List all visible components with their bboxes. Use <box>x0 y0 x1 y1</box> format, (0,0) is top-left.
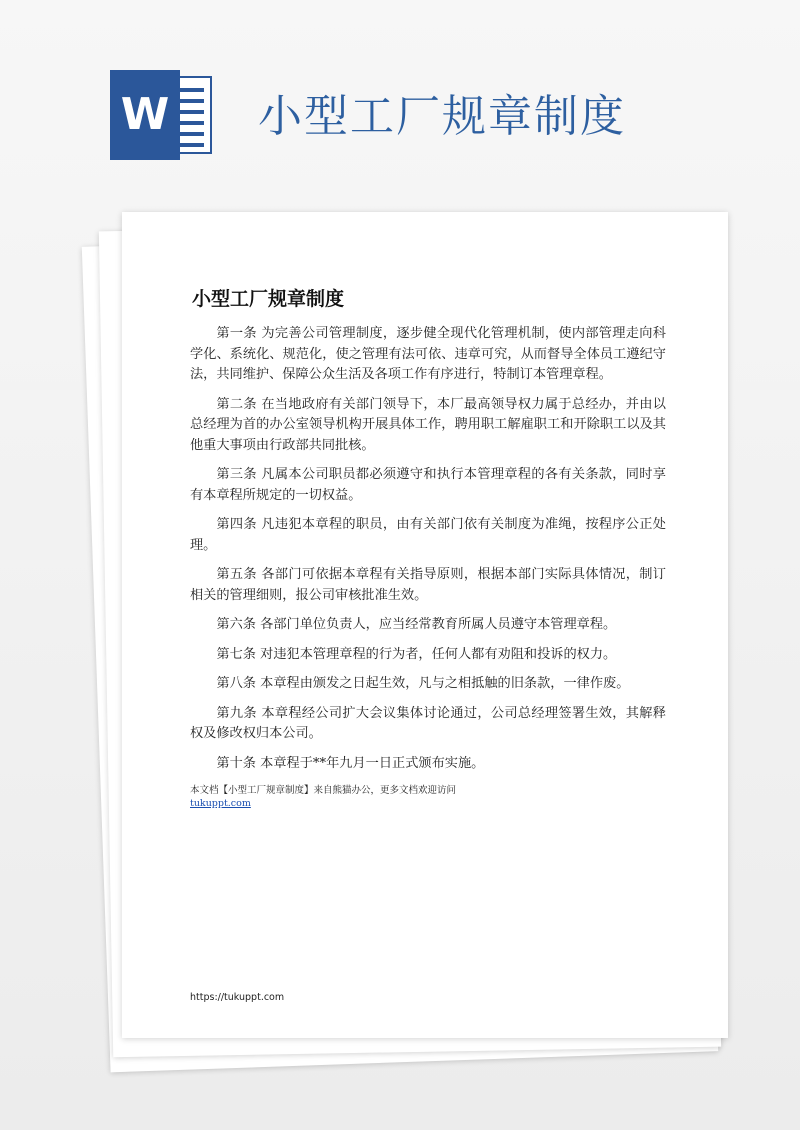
article-3: 第三条 凡属本公司职员都必须遵守和执行本管理章程的各有关条款，同时享有本章程所规定的一切权益。 <box>190 467 666 503</box>
article-5: 第五条 各部门可依据本章程有关指导原则，根据本部门实际具体情况，制订相关的管理细则，报公司审核批准生效。 <box>190 567 666 603</box>
article-8: 第八条 本章程由颁发之日起生效，凡与之相抵触的旧条款，一律作废。 <box>216 676 630 691</box>
document-title: 小型工厂规章制度 <box>192 288 345 310</box>
article-2: 第二条 在当地政府有关部门领导下，本厂最高领导权力属于总经办，并由以总经理为首的办公室领导机构开展具体工作，聘用职工解雇职工和开除职工以及其他重大事项由行政部共同批核。 <box>190 396 666 453</box>
footer-url[interactable]: https://tukuppt.com <box>190 992 285 1003</box>
article-6: 第六条 各部门单位负责人，应当经常教育所属人员遵守本管理章程。 <box>216 617 617 632</box>
header-title: 小型工厂规章制度 <box>258 91 626 142</box>
source-note <box>190 784 490 810</box>
source-note-text: 本文档【小型工厂规章制度】来自熊猫办公，更多文档欢迎访问 <box>190 785 457 796</box>
word-document-icon <box>110 70 212 160</box>
article-4: 第四条 凡违犯本章程的职员，由有关部门依有关制度为准绳，按程序公正处理。 <box>190 517 666 553</box>
source-link[interactable]: tukuppt.com <box>190 798 251 809</box>
document-page <box>122 212 728 1038</box>
article-7: 第七条 对违犯本管理章程的行为者，任何人都有劝阻和投诉的权力。 <box>216 646 617 662</box>
word-letter-badge: W <box>110 70 180 160</box>
article-9: 第九条 本章程经公司扩大会议集体讨论通过，公司总经理签署生效，其解释权及修改权归本公司。 <box>190 705 666 741</box>
article-10: 第十条 本章程于**年九月一日正式颁布实施。 <box>216 755 485 771</box>
document-body <box>190 324 666 783</box>
article-1: 第一条 为完善公司管理制度，逐步健全现代化管理机制，使内部管理走向科学化、系统化、规范化，使之管理有法可依、违章可究，从而督导全体员工遵纪守法，共同维护、保障公众生活及各项工作有序进行，特制订本管理章程。 <box>190 326 666 382</box>
